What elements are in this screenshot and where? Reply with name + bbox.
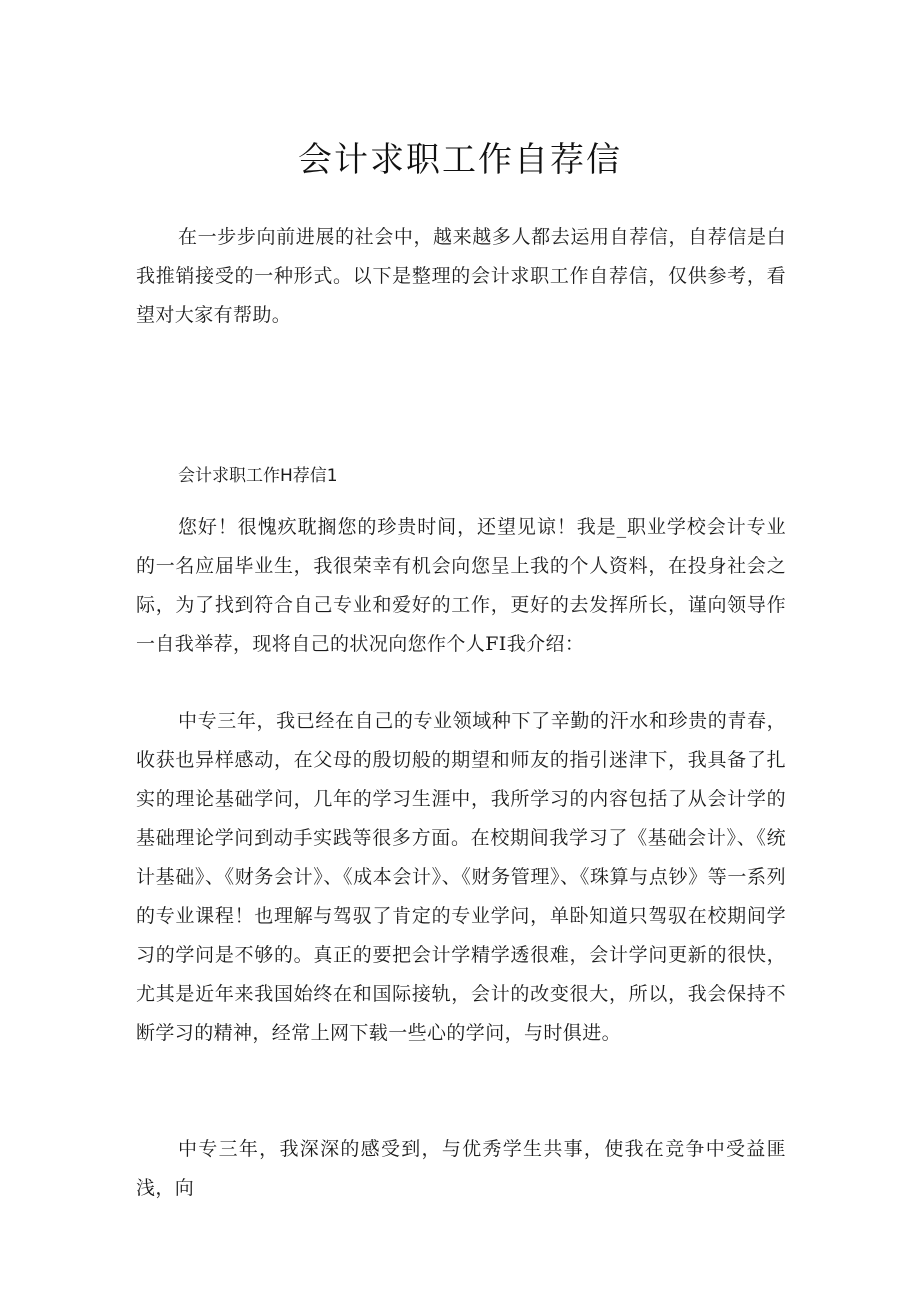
peers-paragraph: 中专三年，我深深的感受到，与优秀学生共事，使我在竞争中受益匪浅，向: [136, 1138, 786, 1199]
intro-paragraph: 在一步步向前进展的社会中，越来越多人都去运用自荐信，自荐信是白我推销接受的一种形式。以下是整理的会计求职工作自荐信，仅供参考，看望对大家有帮助。: [136, 226, 786, 326]
section-heading: 会计求职工作H荐信1: [178, 466, 338, 486]
greeting-paragraph: 您好！很愧疚耽搁您的珍贵时间，还望见谅！我是_职业学校会计专业的一名应届毕业生，我很荣幸有机会向您呈上我的个人资料，在投身社会之际，为了找到符合自己专业和爱好的工作，更好的去发挥所长，谨向领导作一自我举荐，现将自己的状况向您作个人FI我介绍：: [136, 516, 786, 655]
study-paragraph: 中专三年，我已经在自己的专业领域种下了辛勤的汗水和珍贵的青春，收获也异样感动，在父母的殷切般的期望和师友的指引迷津下，我具备了扎实的理论基础学问，几年的学习生涯中，我所学习的内容包括了从会计学的基础理论学问到动手实践等很多方面。在校期间我学习了《基础会计》、《统计基础》、《财务会计》、《成本会计》、《财务管理》、《珠算与点钞》等一系列的专业课程！也理解与驾驭了肯定的专业学问，单卧知道只驾驭在校期间学习的学问是不够的。真正的要把会计学精学透很难，会计学问更新的很快，尤其是近年来我国始终在和国际接轨，会计的改变很大，所以，我会保持不断学习的精神，经常上网下载一些心的学问，与时俱进。: [136, 710, 786, 1044]
document-title: 会计求职工作自荐信: [298, 140, 622, 180]
